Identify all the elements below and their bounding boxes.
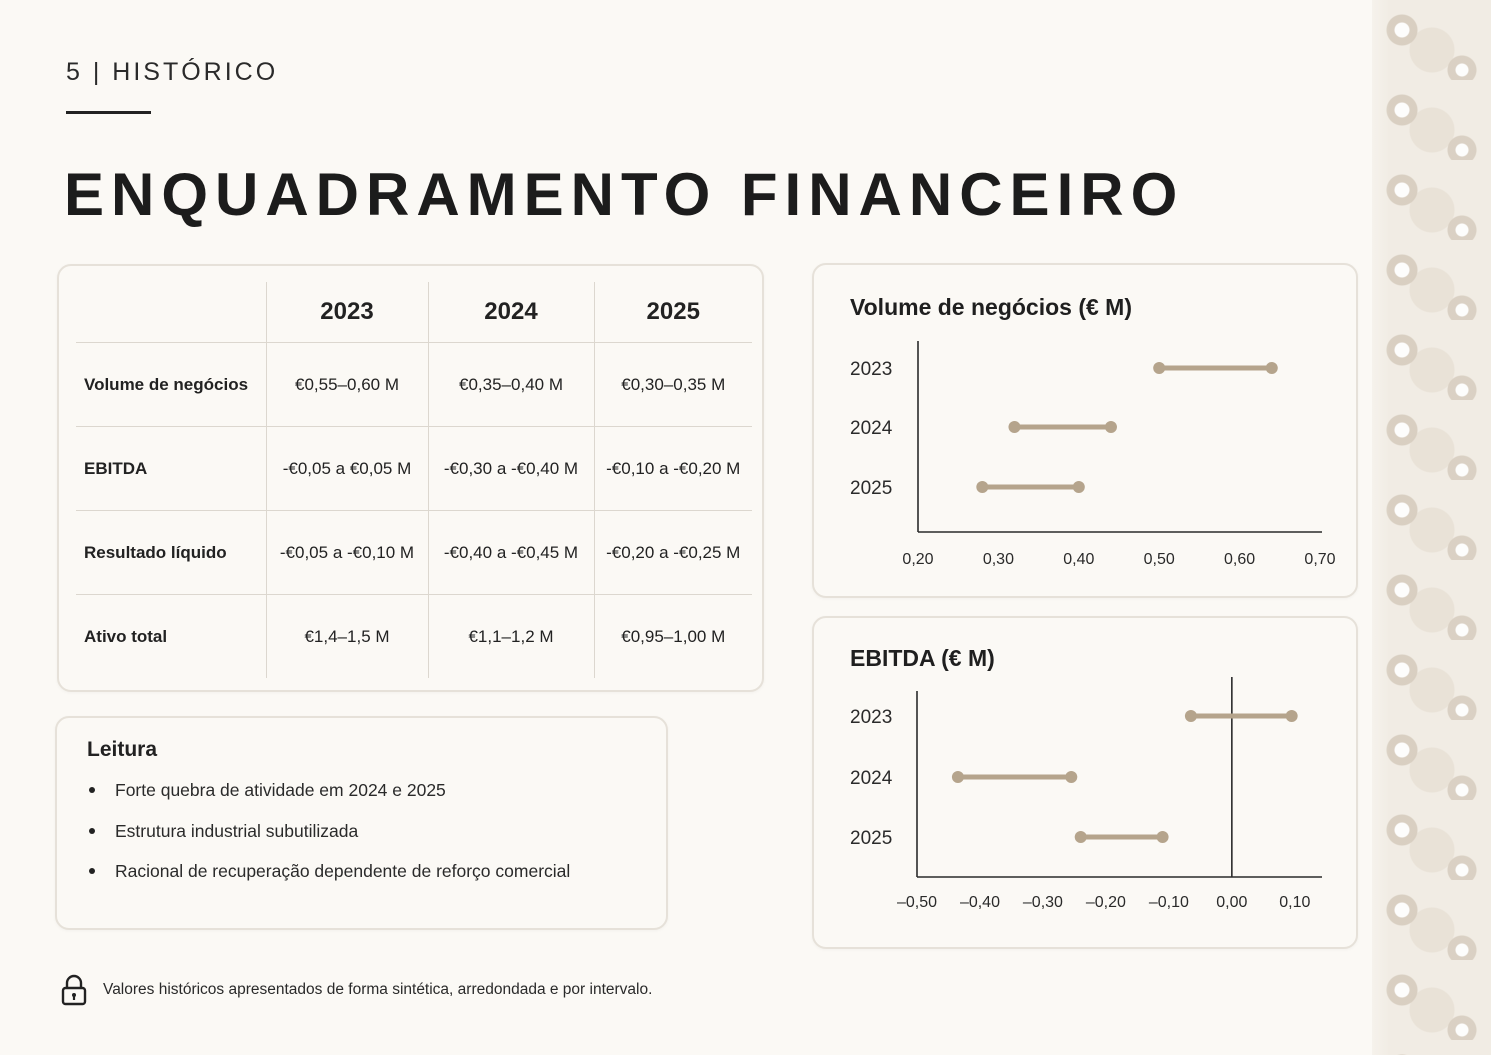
row-label: EBITDA [76, 427, 266, 511]
list-item [87, 861, 570, 902]
range-min-point [1008, 421, 1020, 433]
row-label: Volume de negócios [76, 343, 266, 427]
table-row [76, 427, 752, 511]
table-header-row [76, 282, 752, 343]
x-tick-label: 0,20 [902, 551, 934, 568]
table-header-cell [76, 282, 266, 343]
table-cell: -€0,05 a €0,05 M [266, 427, 428, 511]
x-tick-label: 0,70 [1304, 551, 1336, 568]
table-cell: €0,55–0,60 M [266, 343, 428, 427]
table-header-cell: 2023 [266, 282, 428, 343]
y-category-label: 2024 [850, 418, 893, 439]
footer-note [60, 972, 652, 1008]
financial-table [76, 282, 752, 678]
x-tick-label: –0,10 [1148, 894, 1189, 911]
list-item-text: Racional de recuperação dependente de reforço comercial [115, 861, 571, 881]
x-tick-label: 0,50 [1143, 551, 1175, 568]
table-header-cell: 2024 [428, 282, 594, 343]
ebitda-chart-card [812, 616, 1358, 949]
x-tick-label: –0,40 [959, 894, 1000, 911]
range-max-point [1105, 421, 1117, 433]
x-tick-label: 0,60 [1224, 551, 1256, 568]
table-cell: -€0,40 a -€0,45 M [428, 511, 594, 595]
x-tick-label: 0,10 [1279, 894, 1311, 911]
ebitda-chart [814, 618, 1356, 947]
range-min-point [952, 771, 964, 783]
chart-title: Volume de negócios (€ M) [850, 294, 1132, 320]
table-header-cell: 2025 [594, 282, 752, 343]
x-tick-label: –0,20 [1085, 894, 1126, 911]
range-max-point [1073, 481, 1085, 493]
x-tick-label: 0,40 [1063, 551, 1095, 568]
reading-list [87, 780, 570, 902]
table-cell: -€0,30 a -€0,40 M [428, 427, 594, 511]
range-max-point [1065, 771, 1077, 783]
row-label: Ativo total [84, 626, 168, 646]
table-row [76, 595, 752, 679]
table-row [76, 343, 752, 427]
range-max-point [1286, 710, 1298, 722]
lock-icon [60, 973, 88, 1007]
list-item-text: Estrutura industrial subutilizada [115, 820, 359, 841]
table-row [76, 511, 752, 595]
bullet-icon [89, 828, 95, 834]
financial-table-card [57, 264, 764, 692]
table-cell: €1,1–1,2 M [428, 595, 594, 679]
section-label: 5 | HISTÓRICO [66, 58, 279, 86]
reading-card [55, 716, 668, 930]
x-tick-label: 0,00 [1216, 894, 1248, 911]
table-cell: -€0,20 a -€0,25 M [594, 511, 752, 595]
x-tick-label: 0,30 [982, 551, 1014, 568]
list-item-text: Forte quebra de atividade em 2024 e 2025 [115, 780, 446, 800]
range-max-point [1266, 362, 1278, 374]
revenue-chart [814, 265, 1356, 596]
table-cell: -€0,05 a -€0,10 M [266, 511, 428, 595]
y-category-label: 2024 [850, 768, 893, 789]
section-rule [66, 111, 151, 114]
x-tick-label: –0,30 [1022, 894, 1063, 911]
range-min-point [1075, 831, 1087, 843]
revenue-chart-card [812, 263, 1358, 598]
y-category-label: 2025 [850, 828, 893, 849]
bullet-icon [89, 868, 95, 874]
table-cell: -€0,10 a -€0,20 M [594, 427, 752, 511]
list-item [87, 780, 570, 821]
range-max-point [1157, 831, 1169, 843]
y-category-label: 2023 [850, 359, 893, 380]
y-category-label: 2023 [850, 707, 893, 728]
page-title: ENQUADRAMENTO FINANCEIRO [64, 161, 1185, 228]
footer-note-text: Valores históricos apresentados de forma sintética, arredondada e por intervalo. [103, 981, 653, 998]
bullet-icon [89, 787, 95, 793]
table-cell: €0,30–0,35 M [594, 343, 752, 427]
x-tick-label: –0,50 [896, 894, 938, 911]
range-min-point [1153, 362, 1165, 374]
range-min-point [976, 481, 988, 493]
chart-title: EBITDA (€ M) [850, 645, 995, 671]
reading-title: Leitura [87, 738, 158, 761]
table-cell: €1,4–1,5 M [266, 595, 428, 679]
row-label: Resultado líquido [76, 511, 266, 595]
list-item [87, 821, 570, 862]
range-min-point [1185, 710, 1197, 722]
table-cell: €0,95–1,00 M [594, 595, 752, 679]
y-category-label: 2025 [850, 478, 893, 499]
table-cell: €0,35–0,40 M [428, 343, 594, 427]
